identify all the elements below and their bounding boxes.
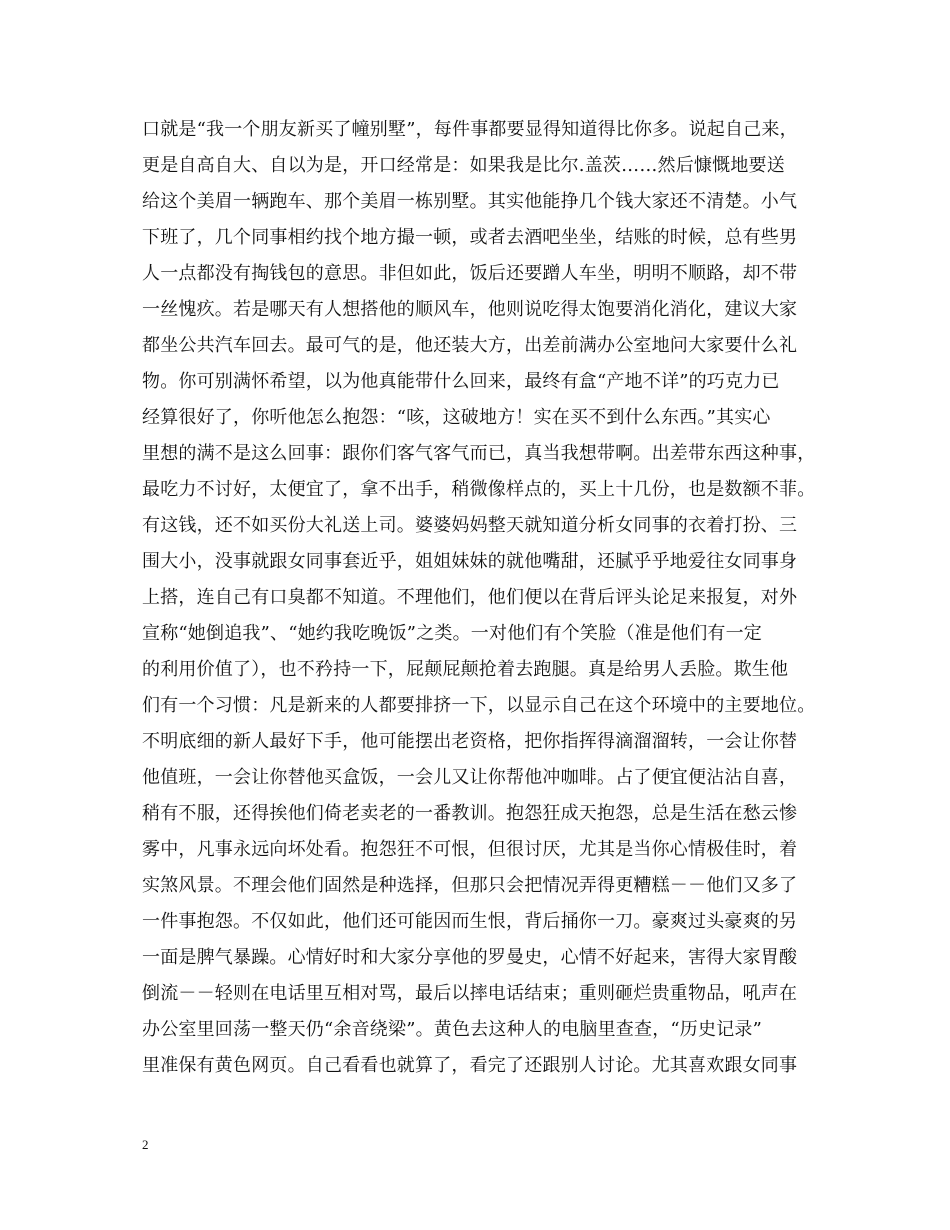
text-line: 给这个美眉一辆跑车、那个美眉一栋别墅。其实他能挣几个钱大家还不清楚。小气 <box>142 191 798 212</box>
text-line: 的利用价值了），也不矜持一下，屁颠屁颠抢着去跑腿。真是给男人丢脸。欺生他 <box>142 659 789 680</box>
text-line: 更是自高自大、自以为是，开口经常是：如果我是比尔.盖茨……然后慷慨地要送 <box>142 155 785 176</box>
text-line: 人一点都没有掏钱包的意思。非但如此，饭后还要蹭人车坐，明明不顺路，却不带 <box>142 263 798 284</box>
text-line: 下班了，几个同事相约找个地方撮一顿，或者去酒吧坐坐，结账的时候，总有些男 <box>142 227 798 248</box>
text-line: 不明底细的新人最好下手，他可能摆出老资格，把你指挥得滴溜溜转，一会让你替 <box>142 731 798 752</box>
text-line: 最吃力不讨好，太便宜了，拿不出手，稍微像样点的，买上十几份，也是数额不菲。 <box>142 479 816 500</box>
text-line: 宣称“她倒追我”、“她约我吃晚饭”之类。一对他们有个笑脸（准是他们有一定 <box>142 623 763 644</box>
body-text <box>142 112 842 1084</box>
text-line: 口就是“我一个朋友新买了幢别墅”，每件事都要显得知道得比你多。说起自己来， <box>142 119 798 140</box>
text-line: 物。你可别满怀希望，以为他真能带什么回来，最终有盒“产地不详”的巧克力已 <box>142 371 780 392</box>
page-number: 2 <box>142 1137 149 1152</box>
text-line: 上搭，连自己有口臭都不知道。不理他们，他们便以在背后评头论足来报复，对外 <box>142 587 798 608</box>
text-line: 一丝愧疚。若是哪天有人想搭他的顺风车，他则说吃得太饱要消化消化，建议大家 <box>142 299 798 320</box>
text-line: 实煞风景。不理会他们固然是种选择，但那只会把情况弄得更糟糕－－他们又多了 <box>142 875 798 896</box>
text-line: 里想的满不是这么回事：跟你们客气客气而已，真当我想带啊。出差带东西这种事， <box>142 443 816 464</box>
text-line: 雾中，凡事永远向坏处看。抱怨狂不可恨，但很讨厌，尤其是当你心情极佳时，着 <box>142 839 798 860</box>
text-line: 办公室里回荡一整天仍“余音绕梁”。黄色去这种人的电脑里查查，“历史记录” <box>142 1019 763 1040</box>
text-line: 有这钱，还不如买份大礼送上司。婆婆妈妈整天就知道分析女同事的衣着打扮、三 <box>142 515 798 536</box>
text-line: 经算很好了，你听他怎么抱怨：“咳，这破地方！实在买不到什么东西。”其实心 <box>142 407 771 428</box>
text-line: 他值班，一会让你替他买盒饭，一会儿又让你帮他冲咖啡。占了便宜便沾沾自喜， <box>142 767 798 788</box>
text-line: 一件事抱怨。不仅如此，他们还可能因而生恨，背后捅你一刀。豪爽过头豪爽的另 <box>142 911 798 932</box>
text-line: 里准保有黄色网页。自己看看也就算了，看完了还跟别人讨论。尤其喜欢跟女同事 <box>142 1055 798 1076</box>
text-line: 稍有不服，还得挨他们倚老卖老的一番教训。抱怨狂成天抱怨，总是生活在愁云惨 <box>142 803 798 824</box>
text-line: 一面是脾气暴躁。心情好时和大家分享他的罗曼史，心情不好起来，害得大家胃酸 <box>142 947 798 968</box>
text-line: 围大小，没事就跟女同事套近乎，姐姐妹妹的就他嘴甜，还腻乎乎地爱往女同事身 <box>142 551 798 572</box>
text-line: 都坐公共汽车回去。最可气的是，他还装大方，出差前满办公室地问大家要什么礼 <box>142 335 798 356</box>
text-line: 倒流－－轻则在电话里互相对骂，最后以摔电话结束；重则砸烂贵重物品，吼声在 <box>142 983 798 1004</box>
text-line: 们有一个习惯：凡是新来的人都要排挤一下，以显示自己在这个环境中的主要地位。 <box>142 695 816 716</box>
